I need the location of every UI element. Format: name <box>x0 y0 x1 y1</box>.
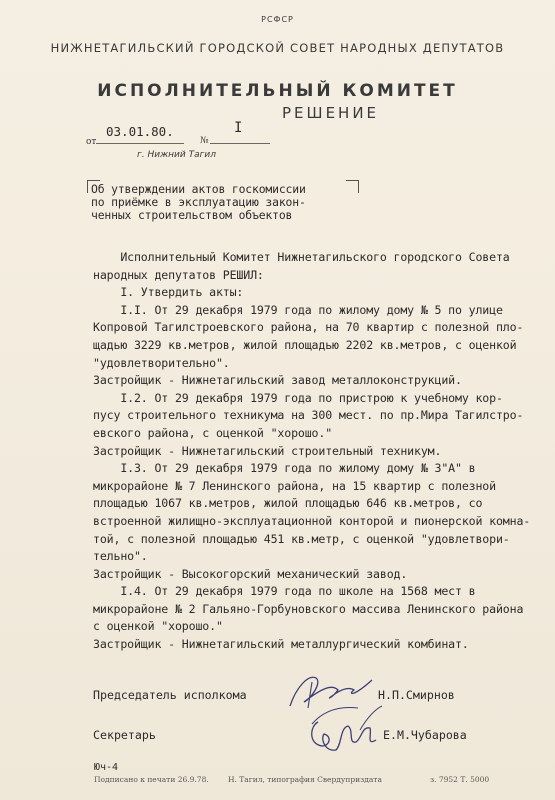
subject-line: ченных строительством объектов <box>91 208 293 222</box>
secretary-signature <box>300 700 395 765</box>
date-underline <box>96 143 184 144</box>
document-type: РЕШЕНИЕ <box>282 104 380 122</box>
body-line: I.4. От 29 декабря 1979 года по школе на 1568 мест в <box>93 584 476 599</box>
subject-block <box>91 183 306 222</box>
print-approval-date: Подписано к печати 26.9.78. <box>94 775 209 784</box>
body-line: щадью 3229 кв.метров, жилой площадью 2202 кв.метров, с оценкой <box>93 337 517 352</box>
body-line: микрорайоне № 2 Гальяно-Горбуновского массива Ленинского района <box>93 601 524 616</box>
document-code: Юч-4 <box>94 762 119 773</box>
subject-line: Об утверждении актов госкомиссии <box>91 182 306 196</box>
chairman-title: Председатель исполкома <box>93 688 247 702</box>
body-line: Застройщик - Нижнетагильский строительный техникум. <box>93 443 442 458</box>
printer-info: Н. Тагил, типография Свердуприздата <box>228 775 382 784</box>
secretary-name: Е.М.Чубарова <box>383 728 467 742</box>
council-name: НИЖНЕТАГИЛЬСКИЙ ГОРОДСКОЙ СОВЕТ НАРОДНЫХ ДЕПУТАТОВ <box>50 41 505 55</box>
body-line: площадью 1067 кв.метров, жилой площадью 646 кв.метров, со <box>93 496 483 511</box>
body-line: I. Утвердить акты: <box>93 285 244 300</box>
body-line: I.I. От 29 декабря 1979 года по жилому дому № 5 по улице <box>93 302 503 317</box>
committee-title: ИСПОЛНИТЕЛЬНЫЙ КОМИТЕТ <box>97 81 458 101</box>
body-line: микрорайоне № 7 Ленинского района, на 15 квартир с полезной <box>93 478 496 493</box>
body-line: встроенной жилищно-эксплуатационной конторой и пионерской комна- <box>93 513 531 528</box>
body-line: народных депутатов РЕШИЛ: <box>93 267 264 282</box>
subject-bracket-right <box>346 180 359 193</box>
decision-body <box>93 249 530 654</box>
decision-number: I <box>234 120 243 136</box>
republic-label: РСФСР <box>261 15 294 24</box>
body-line: пусу строительного техникума на 300 мест. по пр.Мира Тагилстро- <box>93 408 524 423</box>
body-line: Исполнительный Комитет Нижнетагильского городского Совета <box>93 250 510 264</box>
chairman-name: Н.П.Смирнов <box>378 688 455 702</box>
body-line: "удовлетворительно". <box>93 355 230 370</box>
body-line: с оценкой "хорошо." <box>93 619 223 634</box>
body-line: Копровой Тагилстроевского района, на 70 квартир с полезной пло- <box>93 320 524 335</box>
subject-line: по приёмке в эксплуатацию закон- <box>91 195 306 209</box>
number-underline <box>210 143 270 144</box>
body-line: евского района, с оценкой "хорошо." <box>93 425 333 440</box>
body-line: Застройщик - Высокогорский механический завод. <box>93 566 408 581</box>
body-line: Застройщик - Нижнетагильский металлургический комбинат. <box>93 637 469 652</box>
print-order-info: з. 7952 Т. 5000 <box>430 775 490 784</box>
body-line: Застройщик - Нижнетагильский завод металлоконструкций. <box>93 373 462 388</box>
body-line: I.2. От 29 декабря 1979 года по пристрою к учебному кор- <box>93 390 503 405</box>
secretary-title: Секретарь <box>93 728 156 742</box>
decision-date: 03.01.80. <box>106 124 174 139</box>
body-line: I.3. От 29 декабря 1979 года по жилому дому № 3"А" в <box>93 461 476 476</box>
city-label: г. Нижний Тагил <box>137 150 216 160</box>
body-line: той, с полезной площадью 451 кв.метр, с оценкой "удовлетвори- <box>93 531 510 546</box>
date-from-label: от <box>86 137 97 147</box>
number-label: № <box>200 136 209 146</box>
body-line: тельно". <box>93 549 148 564</box>
